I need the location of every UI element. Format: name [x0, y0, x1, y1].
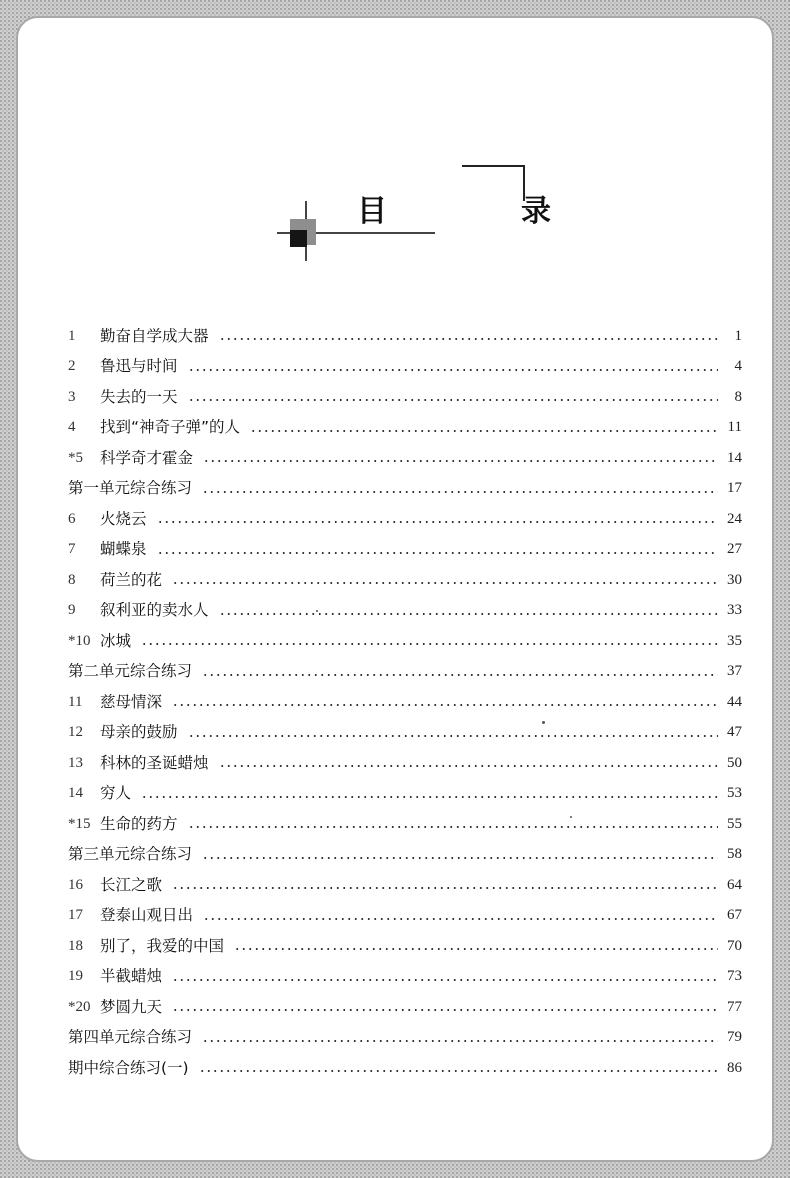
toc-entry-page-number: 35 [727, 632, 742, 649]
toc-entry-page-number: 47 [727, 724, 742, 741]
toc-entry [68, 626, 742, 657]
toc-dot-leader [172, 582, 718, 584]
toc-dot-leader [203, 918, 718, 920]
toc-entry-title: 蝴蝶泉 [100, 540, 147, 558]
toc-dot-leader [199, 1070, 718, 1072]
toc-entry-page-number: 37 [727, 663, 742, 680]
toc-entry-page-number: 14 [727, 449, 742, 466]
toc-entry-title: 梦圆九天 [100, 997, 163, 1016]
toc-entry-number: 1 [68, 327, 76, 344]
toc-entry-number: *10 [68, 632, 91, 649]
toc-entry-page-number: 17 [727, 480, 742, 497]
toc-entry-title: 长江之歌 [100, 875, 163, 894]
toc-entry-title: 荷兰的花 [100, 570, 163, 589]
toc-entry-page-number: 1 [734, 327, 742, 344]
toc-entry-title: 第四单元综合练习 [68, 1028, 193, 1046]
toc-dot-leader [202, 857, 718, 859]
toc-entry-number: 3 [68, 388, 76, 405]
toc-entry-title: 登泰山观日出 [100, 906, 194, 924]
toc-entry-title: 第一单元综合练习 [68, 479, 193, 497]
toc-entry [68, 840, 742, 871]
toc-dot-leader [188, 399, 718, 401]
toc-dot-leader [157, 521, 718, 523]
toc-entry-title: 半截蜡烛 [100, 967, 163, 985]
toc-entry-number: 18 [68, 937, 83, 954]
toc-entry-number: 13 [68, 754, 83, 771]
table-of-contents [68, 321, 742, 1084]
toc-entry [68, 687, 742, 718]
toc-entry-title: 母亲的鼓励 [100, 723, 178, 741]
toc-entry-page-number: 77 [727, 998, 742, 1015]
toc-entry-number: *15 [68, 815, 91, 832]
toc-entry-page-number: 30 [727, 571, 742, 588]
toc-entry-title: 第二单元综合练习 [68, 662, 193, 680]
toc-entry-number: 14 [68, 785, 83, 802]
toc-dot-leader [188, 735, 718, 737]
toc-entry-title: 冰城 [100, 631, 132, 650]
scan-speck [316, 610, 318, 612]
toc-entry-page-number: 11 [727, 419, 742, 436]
toc-entry-number: 12 [68, 724, 83, 741]
toc-entry [68, 1023, 742, 1054]
toc-entry-title: 科林的圣诞蜡烛 [100, 753, 209, 772]
toc-dot-leader [203, 460, 718, 462]
toc-entry-title: 找到“神奇子弹”的人 [100, 418, 241, 436]
toc-entry-number: 2 [68, 358, 76, 375]
toc-dot-leader [202, 674, 718, 676]
toc-dot-leader [219, 765, 718, 767]
toc-entry-title: 生命的药方 [100, 814, 178, 833]
toc-entry-number: *20 [68, 998, 91, 1015]
toc-entry-number: *5 [68, 449, 83, 466]
toc-entry-page-number: 55 [727, 815, 742, 832]
toc-entry-title: 别了，我爱的中国 [100, 936, 225, 955]
toc-dot-leader [219, 338, 718, 340]
toc-dot-leader [157, 552, 718, 554]
toc-entry-number: 9 [68, 602, 76, 619]
toc-dot-leader [172, 979, 718, 981]
toc-entry-number: 17 [68, 907, 83, 924]
toc-entry-page-number: 70 [727, 937, 742, 954]
toc-entry-number: 4 [68, 419, 76, 436]
toc-dot-leader [188, 369, 718, 371]
toc-entry-title: 科学奇才霍金 [100, 448, 194, 467]
toc-dot-leader [172, 704, 718, 706]
toc-entry-page-number: 58 [727, 846, 742, 863]
toc-entry-page-number: 86 [727, 1059, 742, 1076]
title-deco-black-square [290, 230, 307, 247]
toc-entry-page-number: 24 [727, 510, 742, 527]
page-sheet [16, 16, 774, 1162]
toc-entry [68, 901, 742, 932]
toc-entry-title: 勤奋自学成大器 [100, 326, 209, 345]
toc-entry [68, 443, 742, 474]
toc-entry [68, 382, 742, 413]
toc-entry-page-number: 64 [727, 876, 742, 893]
toc-entry [68, 657, 742, 688]
toc-entry [68, 535, 742, 566]
scan-speck [542, 721, 545, 724]
toc-entry [68, 596, 742, 627]
toc-entry-number: 7 [68, 541, 76, 558]
toc-dot-leader [219, 613, 718, 615]
toc-entry [68, 1053, 742, 1084]
toc-entry [68, 870, 742, 901]
toc-entry [68, 565, 742, 596]
page-title: 目 录 [357, 194, 603, 229]
title-deco-top-line [462, 165, 524, 167]
toc-entry [68, 748, 742, 779]
toc-entry [68, 413, 742, 444]
toc-entry-number: 11 [68, 693, 83, 710]
toc-entry-page-number: 53 [727, 785, 742, 802]
toc-entry-title: 火烧云 [100, 509, 147, 528]
toc-entry [68, 321, 742, 352]
toc-entry [68, 809, 742, 840]
toc-dot-leader [172, 887, 718, 889]
toc-entry-title: 叙利亚的卖水人 [100, 601, 209, 619]
toc-dot-leader [188, 826, 718, 828]
toc-entry-page-number: 27 [727, 541, 742, 558]
toc-entry-page-number: 50 [727, 754, 742, 771]
toc-dot-leader [250, 430, 718, 432]
toc-entry-page-number: 33 [727, 602, 742, 619]
toc-entry [68, 718, 742, 749]
toc-entry [68, 474, 742, 505]
toc-entry-number: 16 [68, 876, 83, 893]
toc-entry [68, 962, 742, 993]
toc-dot-leader [202, 491, 718, 493]
toc-dot-leader [172, 1009, 718, 1011]
toc-entry-page-number: 67 [727, 907, 742, 924]
toc-entry-number: 19 [68, 968, 83, 985]
scan-speck [570, 816, 572, 818]
toc-entry-title: 第三单元综合练习 [68, 845, 193, 863]
toc-entry-title: 鲁迅与时间 [100, 357, 178, 375]
toc-dot-leader [202, 1040, 718, 1042]
toc-entry [68, 352, 742, 383]
toc-entry-page-number: 73 [727, 968, 742, 985]
toc-entry-title: 失去的一天 [100, 387, 178, 406]
toc-entry [68, 992, 742, 1023]
toc-entry-page-number: 4 [734, 358, 742, 375]
toc-entry-page-number: 8 [734, 388, 742, 405]
toc-entry-number: 8 [68, 571, 76, 588]
toc-entry [68, 779, 742, 810]
toc-dot-leader [141, 643, 718, 645]
toc-entry-title: 穷人 [100, 784, 132, 802]
toc-dot-leader [141, 796, 718, 798]
toc-entry-number: 6 [68, 510, 76, 527]
toc-entry-title: 慈母情深 [100, 692, 163, 711]
toc-entry [68, 504, 742, 535]
toc-dot-leader [234, 948, 718, 950]
toc-entry-page-number: 79 [727, 1029, 742, 1046]
toc-entry-title: 期中综合练习(一) [68, 1058, 189, 1077]
toc-entry [68, 931, 742, 962]
toc-entry-page-number: 44 [727, 693, 742, 710]
